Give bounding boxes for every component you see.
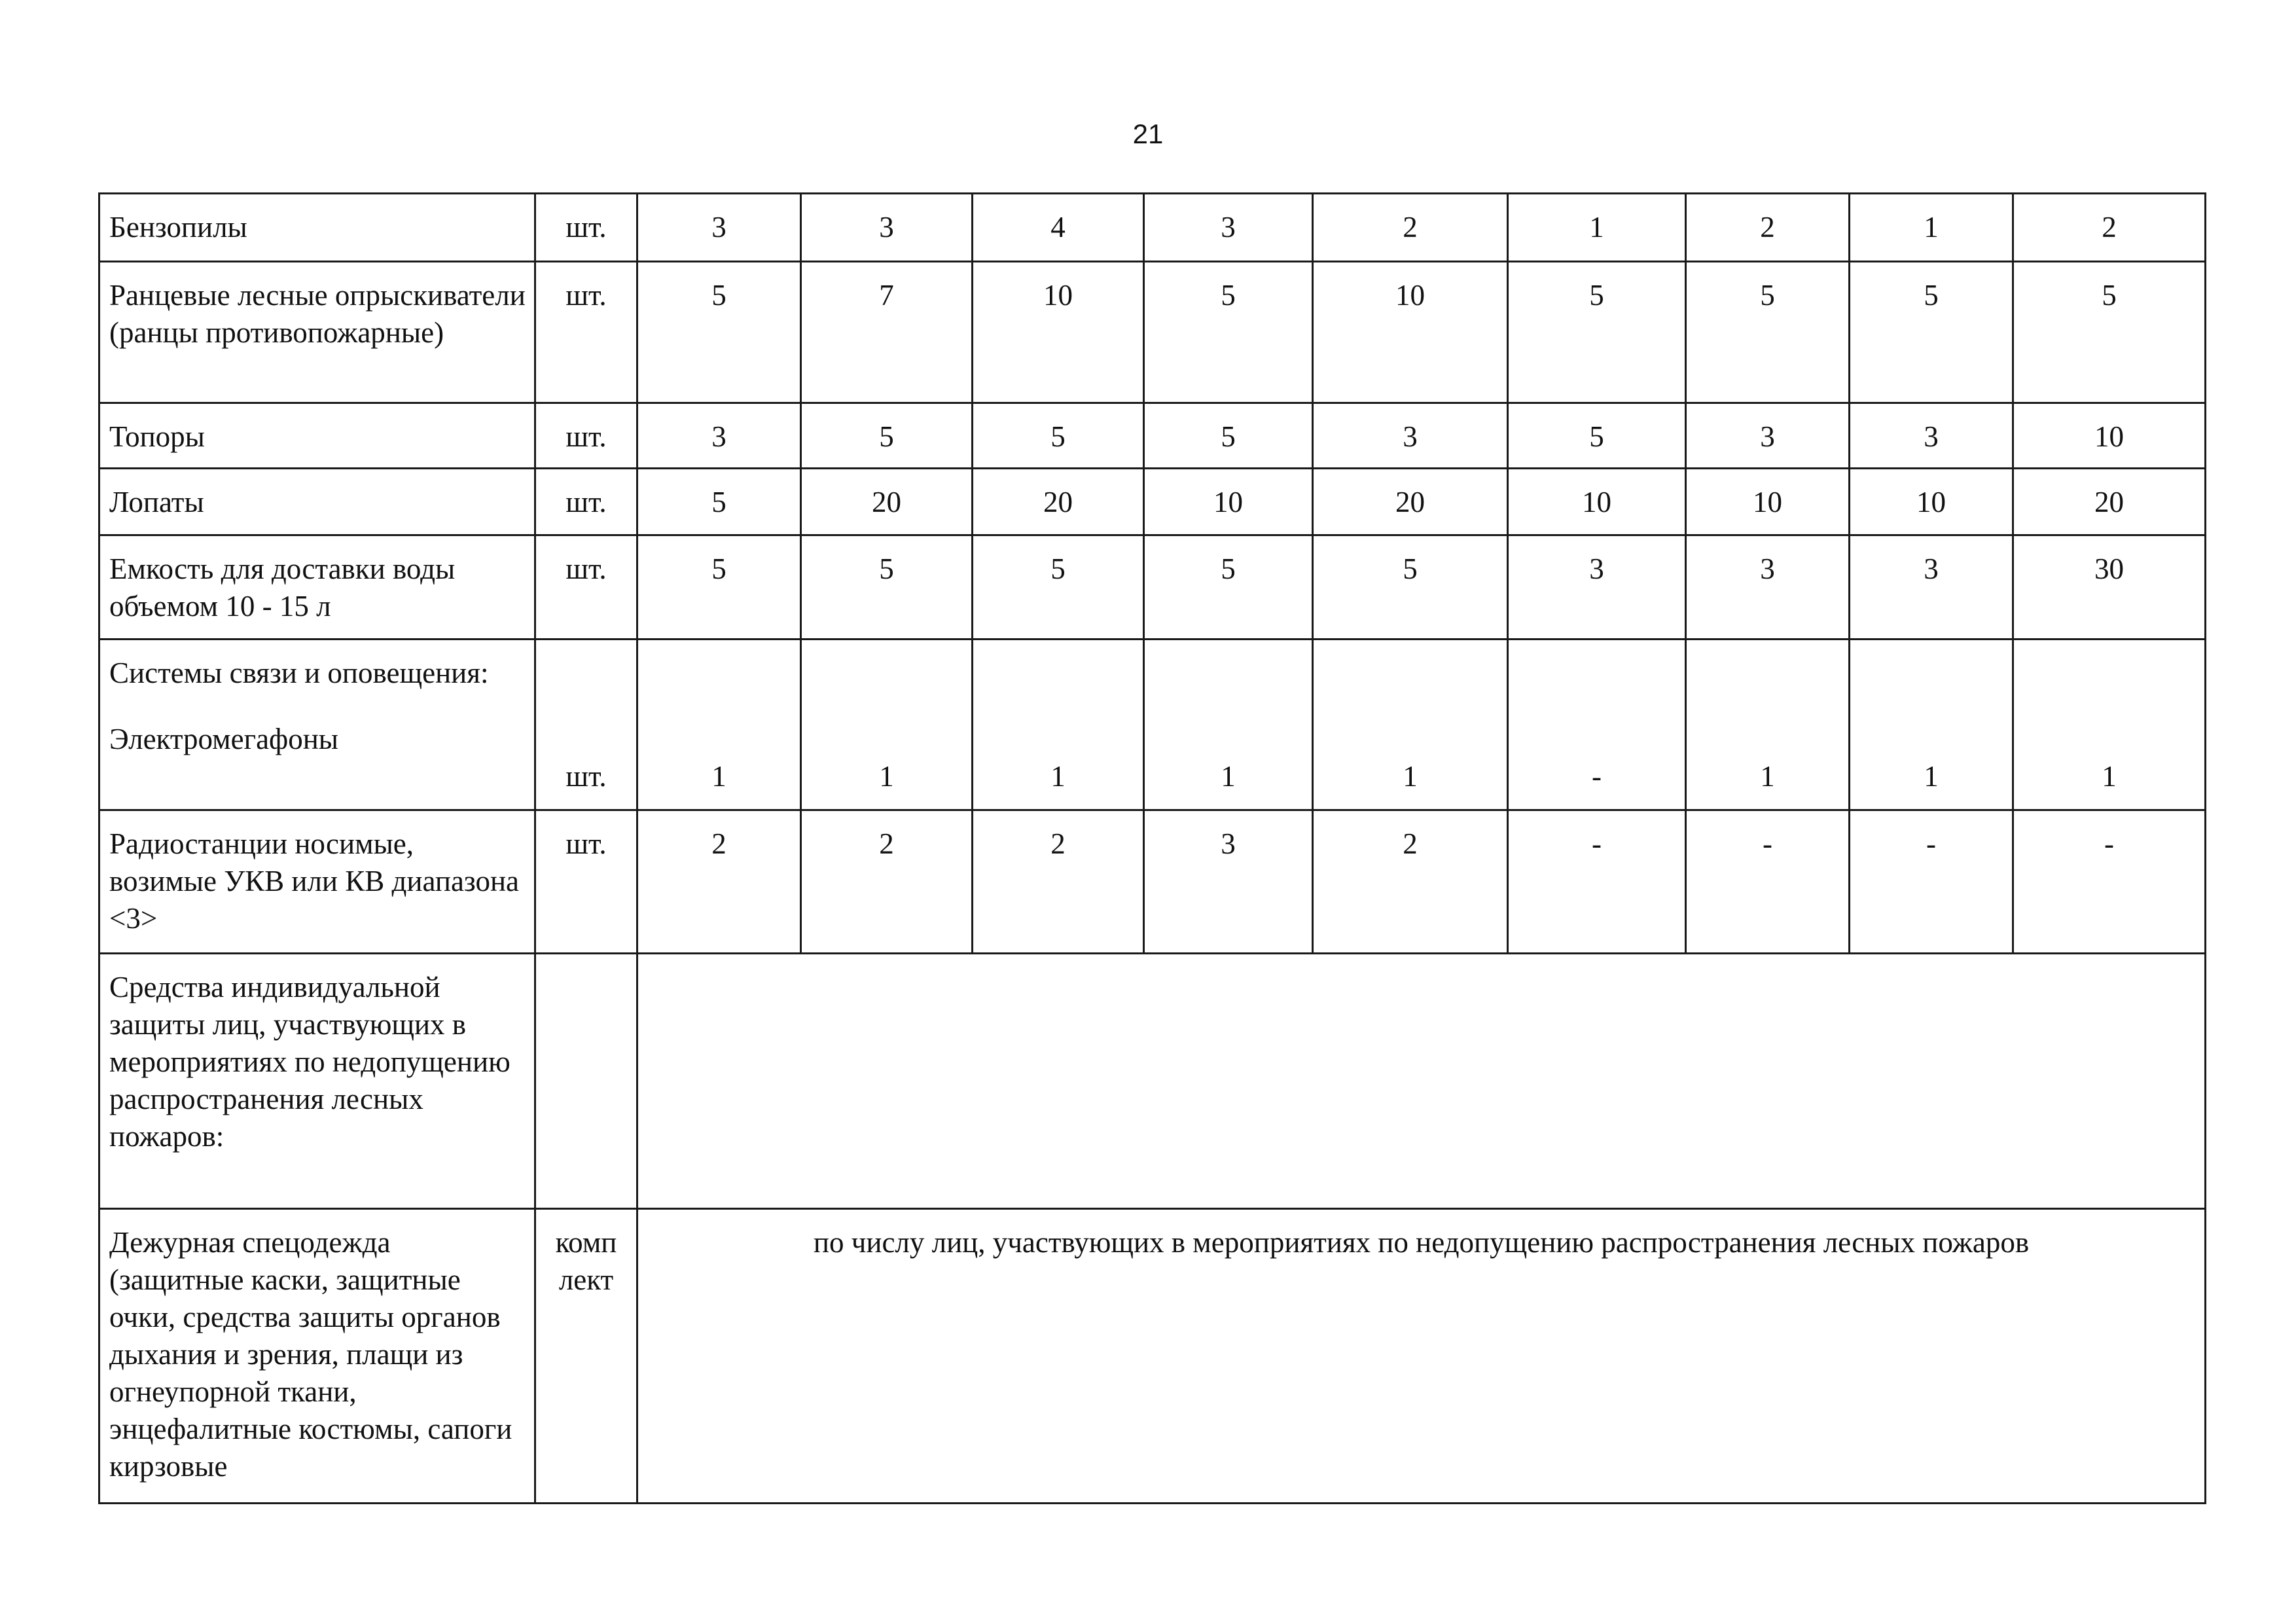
quantity-cell: 3 <box>1686 535 1850 640</box>
quantity-cell: 2 <box>1313 194 1508 262</box>
section-heading: Системы связи и оповещения: <box>109 657 489 689</box>
item-unit: шт. <box>535 535 637 640</box>
quantity-cell: 20 <box>801 469 973 535</box>
cell-spacer <box>646 655 792 758</box>
table-row <box>99 954 2206 1209</box>
merged-empty-cell <box>637 954 2206 1209</box>
table-row <box>99 262 2206 403</box>
quantity-value: 1 <box>879 760 894 793</box>
quantity-value: 1 <box>1924 760 1939 793</box>
quantity-cell: 5 <box>2013 262 2206 403</box>
item-unit-cell <box>535 640 637 810</box>
cell-spacer <box>1858 655 2004 758</box>
item-unit: шт. <box>535 469 637 535</box>
quantity-cell <box>1686 640 1850 810</box>
quantity-cell: 30 <box>2013 535 2206 640</box>
quantity-cell: 3 <box>1850 403 2013 469</box>
quantity-cell: - <box>2013 810 2206 954</box>
table-row <box>99 1209 2206 1504</box>
quantity-cell: 5 <box>1144 535 1313 640</box>
cell-spacer <box>1321 655 1499 758</box>
quantity-cell: 2 <box>637 810 801 954</box>
quantity-cell: 2 <box>973 810 1144 954</box>
quantity-value: 1 <box>1403 760 1418 793</box>
quantity-cell <box>801 640 973 810</box>
quantity-cell: 10 <box>1850 469 2013 535</box>
quantity-cell: 5 <box>1850 262 2013 403</box>
quantity-cell: 7 <box>801 262 973 403</box>
quantity-cell <box>1144 640 1313 810</box>
quantity-cell: 5 <box>637 469 801 535</box>
cell-spacer <box>2022 655 2197 758</box>
quantity-cell: 3 <box>637 403 801 469</box>
quantity-cell: 2 <box>2013 194 2206 262</box>
quantity-cell: 3 <box>1508 535 1686 640</box>
quantity-cell: 5 <box>637 535 801 640</box>
quantity-cell: 3 <box>801 194 973 262</box>
table-row <box>99 535 2206 640</box>
quantity-cell: 5 <box>1508 403 1686 469</box>
equipment-table <box>98 192 2206 1504</box>
quantity-cell: 1 <box>1850 194 2013 262</box>
item-name: Топоры <box>99 403 535 469</box>
quantity-cell: 5 <box>801 535 973 640</box>
quantity-cell: 3 <box>1313 403 1508 469</box>
item-name: Бензопилы <box>99 194 535 262</box>
item-name: Лопаты <box>99 469 535 535</box>
item-name: Средства индивидуальной защиты лиц, участвующих в мероприятиях по недопущению распространения лесных пожаров: <box>99 954 535 1209</box>
cell-spacer <box>1695 655 1840 758</box>
quantity-cell: 5 <box>973 535 1144 640</box>
quantity-cell: 20 <box>973 469 1144 535</box>
quantity-cell: 3 <box>1686 403 1850 469</box>
quantity-cell: 3 <box>1144 194 1313 262</box>
quantity-cell: 1 <box>1508 194 1686 262</box>
quantity-cell: 5 <box>1144 403 1313 469</box>
item-unit: шт. <box>535 810 637 954</box>
quantity-cell: 5 <box>1508 262 1686 403</box>
quantity-value: 1 <box>711 760 726 793</box>
item-name: Ранцевые лесные опрыскиватели (ранцы противопожарные) <box>99 262 535 403</box>
unit-spacer <box>544 655 628 758</box>
quantity-cell: 2 <box>1686 194 1850 262</box>
quantity-value: 1 <box>2102 760 2117 793</box>
heading-spacer <box>109 692 526 721</box>
item-unit <box>535 954 637 1209</box>
quantity-cell: 10 <box>1313 262 1508 403</box>
table-row <box>99 403 2206 469</box>
quantity-cell: 5 <box>1686 262 1850 403</box>
quantity-cell <box>973 640 1144 810</box>
quantity-note: по числу лиц, участвующих в мероприятиях по недопущению распространения лесных пожаров <box>637 1209 2206 1504</box>
quantity-cell: 10 <box>1508 469 1686 535</box>
quantity-cell: 10 <box>2013 403 2206 469</box>
quantity-value: 1 <box>1050 760 1066 793</box>
quantity-cell: - <box>1686 810 1850 954</box>
table-row <box>99 640 2206 810</box>
quantity-cell <box>637 640 801 810</box>
quantity-cell: 3 <box>637 194 801 262</box>
item-unit: шт. <box>535 262 637 403</box>
item-unit: комп лект <box>535 1209 637 1504</box>
table-row <box>99 469 2206 535</box>
quantity-cell <box>1850 640 2013 810</box>
quantity-cell: 5 <box>1313 535 1508 640</box>
cell-spacer <box>810 655 963 758</box>
quantity-cell: 20 <box>1313 469 1508 535</box>
table-row <box>99 194 2206 262</box>
quantity-cell <box>2013 640 2206 810</box>
quantity-cell: - <box>1850 810 2013 954</box>
quantity-value: 1 <box>1760 760 1775 793</box>
page-number: 21 <box>1132 118 1164 149</box>
quantity-cell: 5 <box>637 262 801 403</box>
quantity-cell: 5 <box>973 403 1144 469</box>
cell-spacer <box>1516 655 1677 758</box>
quantity-cell: 10 <box>973 262 1144 403</box>
item-name: Емкость для доставки воды объемом 10 - 15 л <box>99 535 535 640</box>
quantity-value: 1 <box>1221 760 1236 793</box>
quantity-value: - <box>1592 760 1602 793</box>
item-name: Электромегафоны <box>109 723 339 755</box>
cell-spacer <box>1153 655 1304 758</box>
quantity-cell: 2 <box>1313 810 1508 954</box>
item-unit: шт. <box>535 403 637 469</box>
quantity-cell <box>1313 640 1508 810</box>
quantity-cell: 5 <box>801 403 973 469</box>
item-name-cell <box>99 640 535 810</box>
quantity-cell: 10 <box>1144 469 1313 535</box>
item-unit: шт. <box>535 194 637 262</box>
item-unit: шт. <box>565 760 607 793</box>
quantity-cell: 3 <box>1850 535 2013 640</box>
item-name: Радиостанции носимые, возимые УКВ или КВ диапазона <3> <box>99 810 535 954</box>
quantity-cell: 20 <box>2013 469 2206 535</box>
quantity-cell: 4 <box>973 194 1144 262</box>
quantity-cell: - <box>1508 810 1686 954</box>
quantity-cell: 3 <box>1144 810 1313 954</box>
quantity-cell: 5 <box>1144 262 1313 403</box>
table-row <box>99 810 2206 954</box>
cell-spacer <box>981 655 1135 758</box>
quantity-cell: 10 <box>1686 469 1850 535</box>
quantity-cell: 2 <box>801 810 973 954</box>
quantity-cell <box>1508 640 1686 810</box>
item-name: Дежурная спецодежда (защитные каски, защитные очки, средства защиты органов дыхания и зрения, плащи из огнеупорной ткани, энцефалитные костюмы, сапоги кирзовые <box>99 1209 535 1504</box>
